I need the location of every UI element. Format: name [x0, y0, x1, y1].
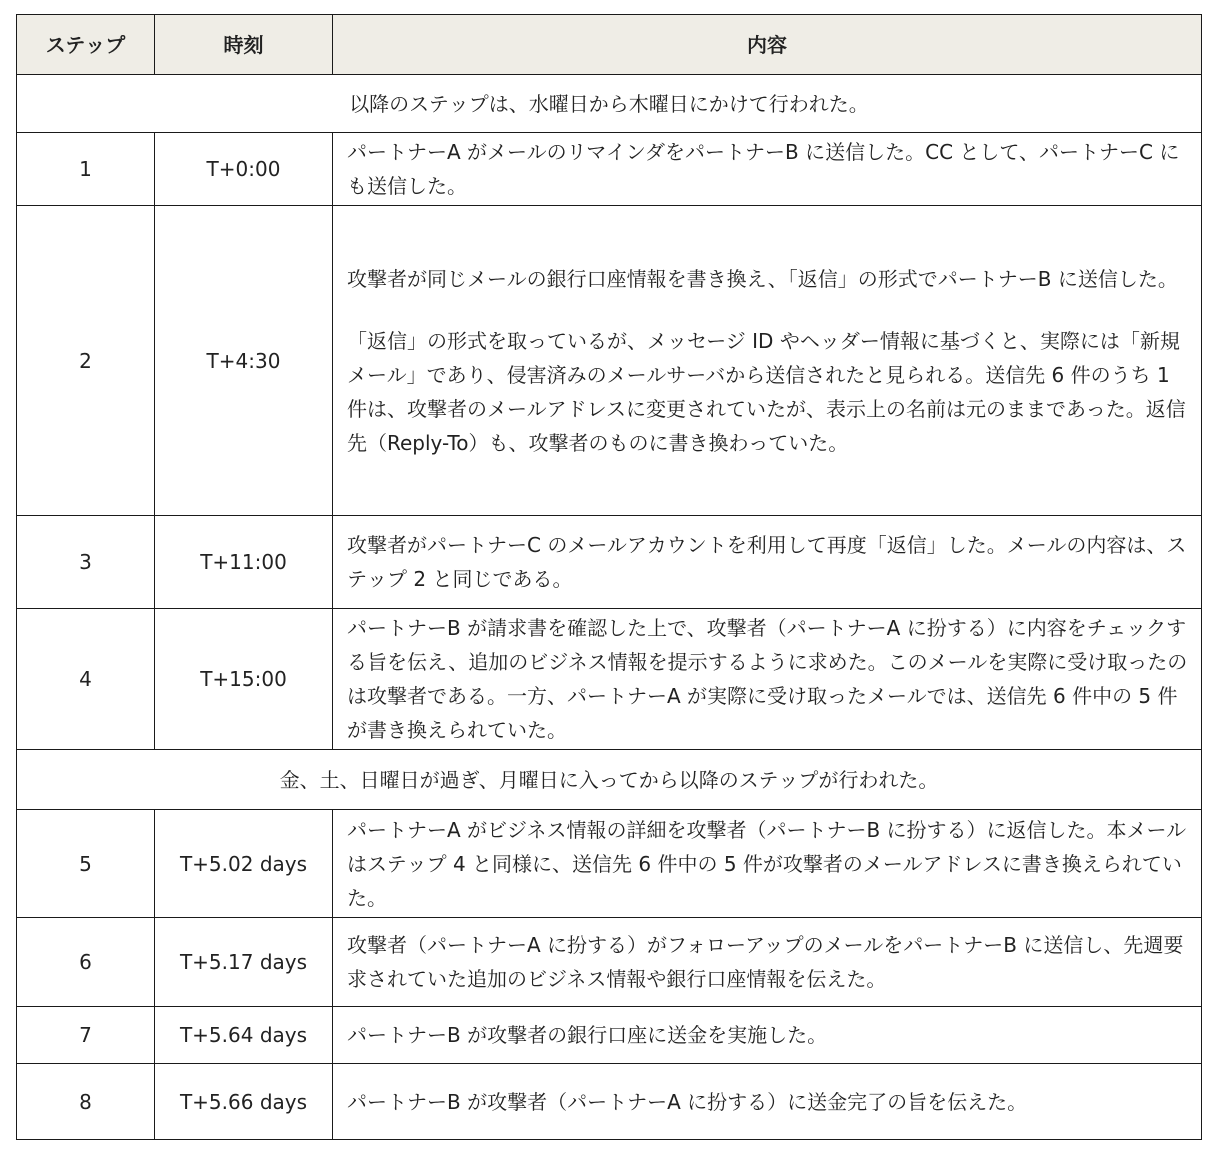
- table-row: [17, 810, 1202, 918]
- step-number: 3: [17, 516, 155, 609]
- step-content-paragraph: 攻撃者が同じメールの銀行口座情報を書き換え、「返信」の形式でパートナーB に送信した。: [347, 266, 1178, 291]
- step-content: パートナーB が攻撃者（パートナーA に扮する）に送金完了の旨を伝えた。: [333, 1064, 1202, 1140]
- table-row: [17, 206, 1202, 516]
- step-time: T+5.66 days: [155, 1064, 333, 1140]
- step-content: パートナーA がビジネス情報の詳細を攻撃者（パートナーB に扮する）に返信した。本メールはステップ 4 と同様に、送信先 6 件中の 5 件が攻撃者のメールアドレスに書き換えられていた。: [333, 810, 1202, 918]
- step-time: T+15:00: [155, 609, 333, 750]
- step-number: 5: [17, 810, 155, 918]
- step-content: 攻撃者がパートナーC のメールアカウントを利用して再度「返信」した。メールの内容は、ステップ 2 と同じである。: [333, 516, 1202, 609]
- step-content: パートナーB が請求書を確認した上で、攻撃者（パートナーA に扮する）に内容をチェックする旨を伝え、追加のビジネス情報を提示するように求めた。このメールを実際に受け取ったのは攻撃者である。一方、パートナーA が実際に受け取ったメールでは、送信先 6 件中の 5 件が書き換えられていた。: [333, 609, 1202, 750]
- table-row: [17, 1007, 1202, 1064]
- step-time: T+5.17 days: [155, 918, 333, 1007]
- table-row: [17, 609, 1202, 750]
- step-time: T+0:00: [155, 133, 333, 206]
- step-content-paragraph: 「返信」の形式を取っているが、メッセージ ID やヘッダー情報に基づくと、実際には「新規メール」であり、侵害済みのメールサーバから送信されたと見られる。送信先 6 件のうち 1 件は、攻撃者のメールアドレスに変更されていたが、表示上の名前は元のままであった。返信先（Reply-To）も、攻撃者のものに書き換わっていた。: [347, 328, 1186, 455]
- header-step: ステップ: [17, 15, 155, 75]
- table-row: [17, 918, 1202, 1007]
- table-row: [17, 133, 1202, 206]
- note-row: [17, 75, 1202, 133]
- header-content: 内容: [333, 15, 1202, 75]
- table-row: [17, 516, 1202, 609]
- steps-table: [16, 14, 1202, 1140]
- step-number: 6: [17, 918, 155, 1007]
- step-number: 2: [17, 206, 155, 516]
- header-row: [17, 15, 1202, 75]
- step-content: パートナーB が攻撃者の銀行口座に送金を実施した。: [333, 1007, 1202, 1064]
- step-number: 4: [17, 609, 155, 750]
- step-content: [333, 206, 1202, 516]
- note-text: 金、土、日曜日が過ぎ、月曜日に入ってから以降のステップが行われた。: [17, 750, 1202, 810]
- header-time: 時刻: [155, 15, 333, 75]
- step-content: 攻撃者（パートナーA に扮する）がフォローアップのメールをパートナーB に送信し、先週要求されていた追加のビジネス情報や銀行口座情報を伝えた。: [333, 918, 1202, 1007]
- step-time: T+5.02 days: [155, 810, 333, 918]
- step-number: 7: [17, 1007, 155, 1064]
- step-time: T+4:30: [155, 206, 333, 516]
- step-content: パートナーA がメールのリマインダをパートナーB に送信した。CC として、パートナーC にも送信した。: [333, 133, 1202, 206]
- paragraph-gap: [347, 296, 1189, 324]
- note-row: [17, 750, 1202, 810]
- step-number: 1: [17, 133, 155, 206]
- note-text: 以降のステップは、水曜日から木曜日にかけて行われた。: [17, 75, 1202, 133]
- step-number: 8: [17, 1064, 155, 1140]
- step-time: T+11:00: [155, 516, 333, 609]
- table-row: [17, 1064, 1202, 1140]
- step-time: T+5.64 days: [155, 1007, 333, 1064]
